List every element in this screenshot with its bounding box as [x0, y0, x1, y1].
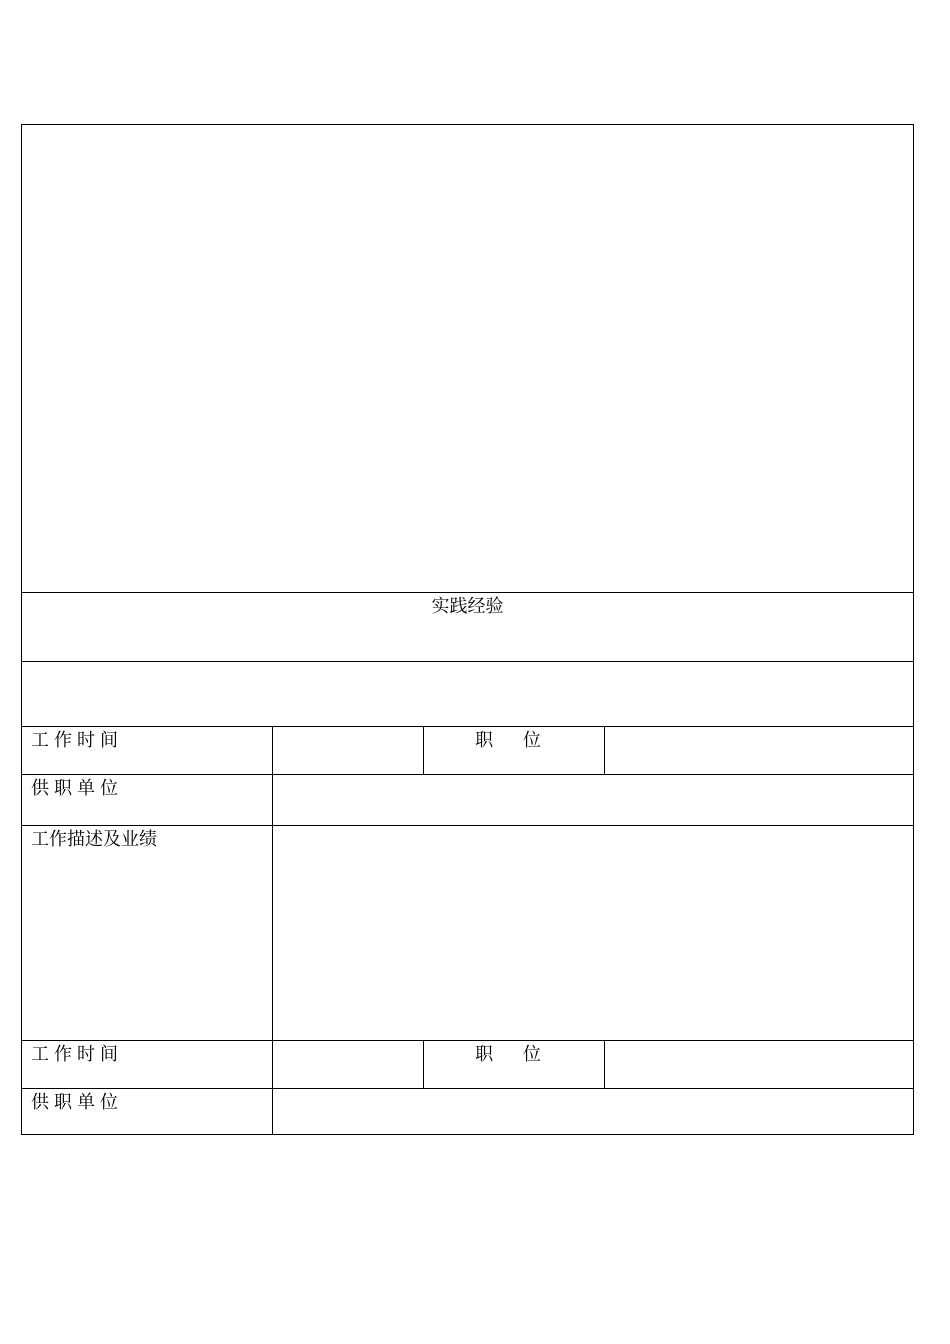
section-header-row: [22, 593, 914, 662]
top-blank-row: [22, 125, 914, 593]
employer-row: [22, 775, 914, 826]
employer-field[interactable]: [273, 1089, 914, 1135]
work-time-label: 工作时间: [22, 727, 273, 775]
employer-label: 供职单位: [22, 1089, 273, 1135]
work-time-field[interactable]: [273, 1041, 424, 1089]
section-title: 实践经验: [22, 593, 914, 662]
top-blank-area[interactable]: [22, 125, 914, 593]
position-field[interactable]: [605, 727, 914, 775]
work-time-field[interactable]: [273, 727, 424, 775]
description-label: 工作描述及业绩: [22, 826, 273, 1041]
work-time-label: 工作时间: [22, 1041, 273, 1089]
position-label: 职 位: [424, 727, 605, 775]
employer-field[interactable]: [273, 775, 914, 826]
resume-form-table: [21, 124, 914, 1135]
position-label: 职 位: [424, 1041, 605, 1089]
description-field[interactable]: [273, 826, 914, 1041]
work-time-row: [22, 727, 914, 775]
section-blank-area[interactable]: [22, 662, 914, 727]
employer-row: [22, 1089, 914, 1135]
employer-label: 供职单位: [22, 775, 273, 826]
work-time-row: [22, 1041, 914, 1089]
section-blank-row: [22, 662, 914, 727]
position-field[interactable]: [605, 1041, 914, 1089]
description-row: [22, 826, 914, 1041]
